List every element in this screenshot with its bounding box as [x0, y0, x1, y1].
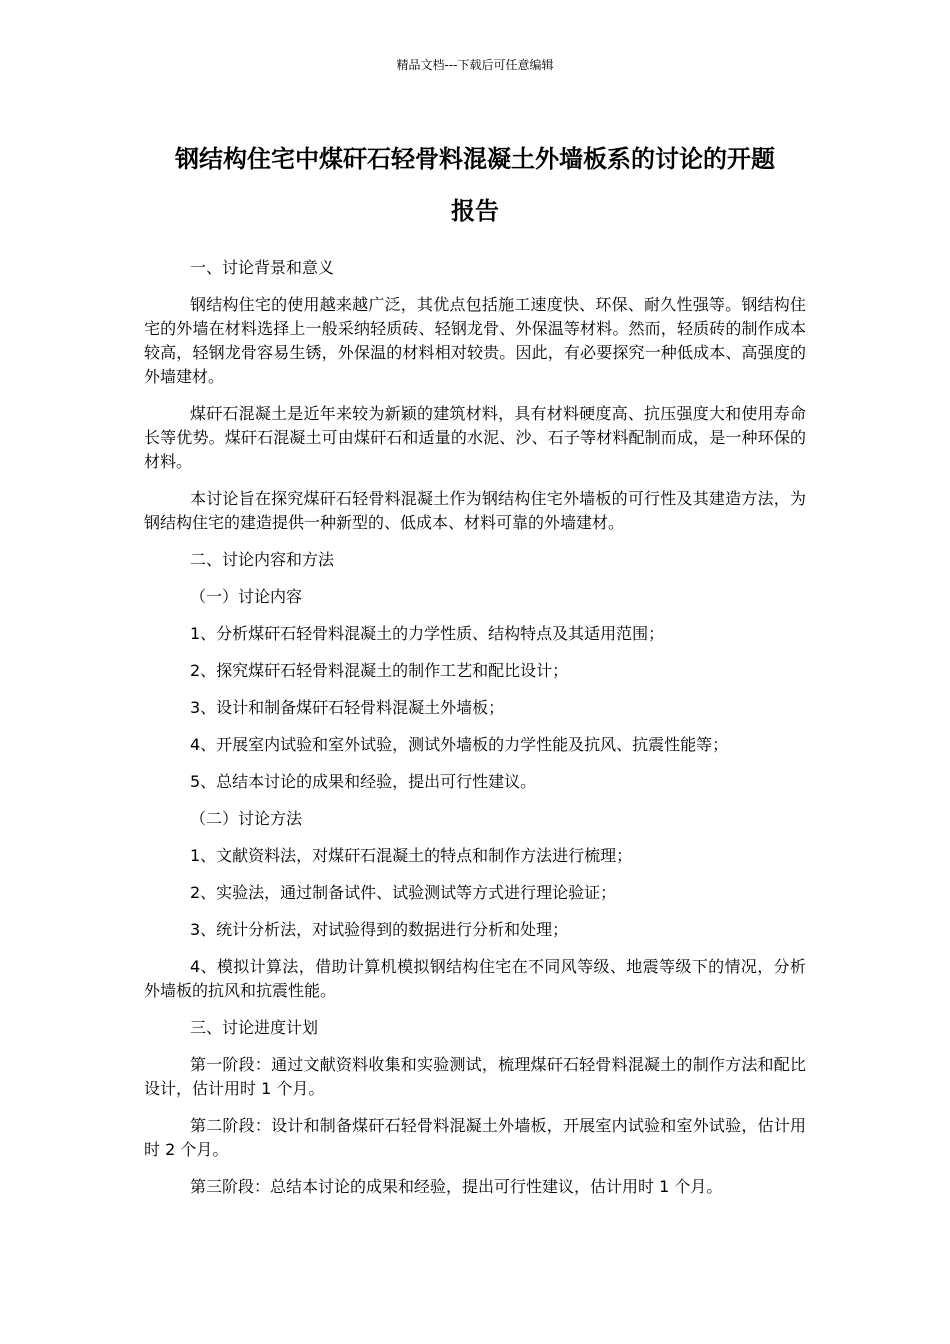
section-heading-background: 一、讨论背景和意义 — [190, 258, 335, 277]
list-item: 5、总结本讨论的成果和经验，提出可行性建议。 — [190, 772, 537, 791]
list-item: 1、文献资料法，对煤矸石混凝土的特点和制作方法进行梳理； — [190, 846, 633, 865]
schedule-phase-2: 第二阶段：设计和制备煤矸石轻骨料混凝土外墙板，开展室内试验和室外试验，估计用时 2 个月。 — [144, 1116, 806, 1159]
subsection-heading-methods: （二）讨论方法 — [190, 809, 303, 828]
schedule-phase-1: 第一阶段：通过文献资料收集和实验测试，梳理煤矸石轻骨料混凝土的制作方法和配比设计，估计用时 1 个月。 — [144, 1055, 806, 1098]
paragraph-background-1: 钢结构住宅的使用越来越广泛，其优点包括施工速度快、环保、耐久性强等。钢结构住宅的外墙在材料选择上一般采纳轻质砖、轻钢龙骨、外保温等材料。然而，轻质砖的制作成本较高，轻钢龙骨容易生锈，外保温的材料相对较贵。因此，有必要探究一种低成本、高强度的外墙建材。 — [144, 295, 806, 386]
title-line-2: 报告 — [451, 197, 499, 225]
section-heading-content-methods: 二、讨论内容和方法 — [190, 550, 335, 569]
paragraph-background-3: 本讨论旨在探究煤矸石轻骨料混凝土作为钢结构住宅外墙板的可行性及其建造方法，为钢结构住宅的建造提供一种新型的、低成本、材料可靠的外墙建材。 — [144, 489, 806, 532]
paragraph-background-2: 煤矸石混凝土是近年来较为新颖的建筑材料，具有材料硬度高、抗压强度大和使用寿命长等优势。煤矸石混凝土可由煤矸石和适量的水泥、沙、石子等材料配制而成，是一种环保的材料。 — [144, 404, 806, 471]
document-body — [144, 256, 806, 1212]
list-item: 4、开展室内试验和室外试验，测试外墙板的力学性能及抗风、抗震性能等； — [190, 735, 729, 754]
schedule-phase-3: 第三阶段：总结本讨论的成果和经验，提出可行性建议，估计用时 1 个月。 — [190, 1177, 723, 1196]
title-line-1: 钢结构住宅中煤矸石轻骨料混凝土外墙板系的讨论的开题 — [175, 145, 775, 173]
list-item: 4、模拟计算法，借助计算机模拟钢结构住宅在不同风等级、地震等级下的情况，分析外墙板的抗风和抗震性能。 — [144, 957, 806, 1000]
list-item: 2、探究煤矸石轻骨料混凝土的制作工艺和配比设计； — [190, 661, 569, 680]
list-item: 3、统计分析法，对试验得到的数据进行分析和处理； — [190, 920, 569, 939]
list-item: 1、分析煤矸石轻骨料混凝土的力学性质、结构特点及其适用范围； — [190, 624, 665, 643]
subsection-heading-content: （一）讨论内容 — [190, 587, 303, 606]
document-title — [140, 133, 810, 237]
list-item: 2、实验法，通过制备试件、试验测试等方式进行理论验证； — [190, 883, 617, 902]
page-header: 精品文档---下载后可任意编辑 — [396, 58, 554, 72]
section-heading-schedule: 三、讨论进度计划 — [190, 1018, 319, 1037]
list-item: 3、设计和制备煤矸石轻骨料混凝土外墙板； — [190, 698, 505, 717]
